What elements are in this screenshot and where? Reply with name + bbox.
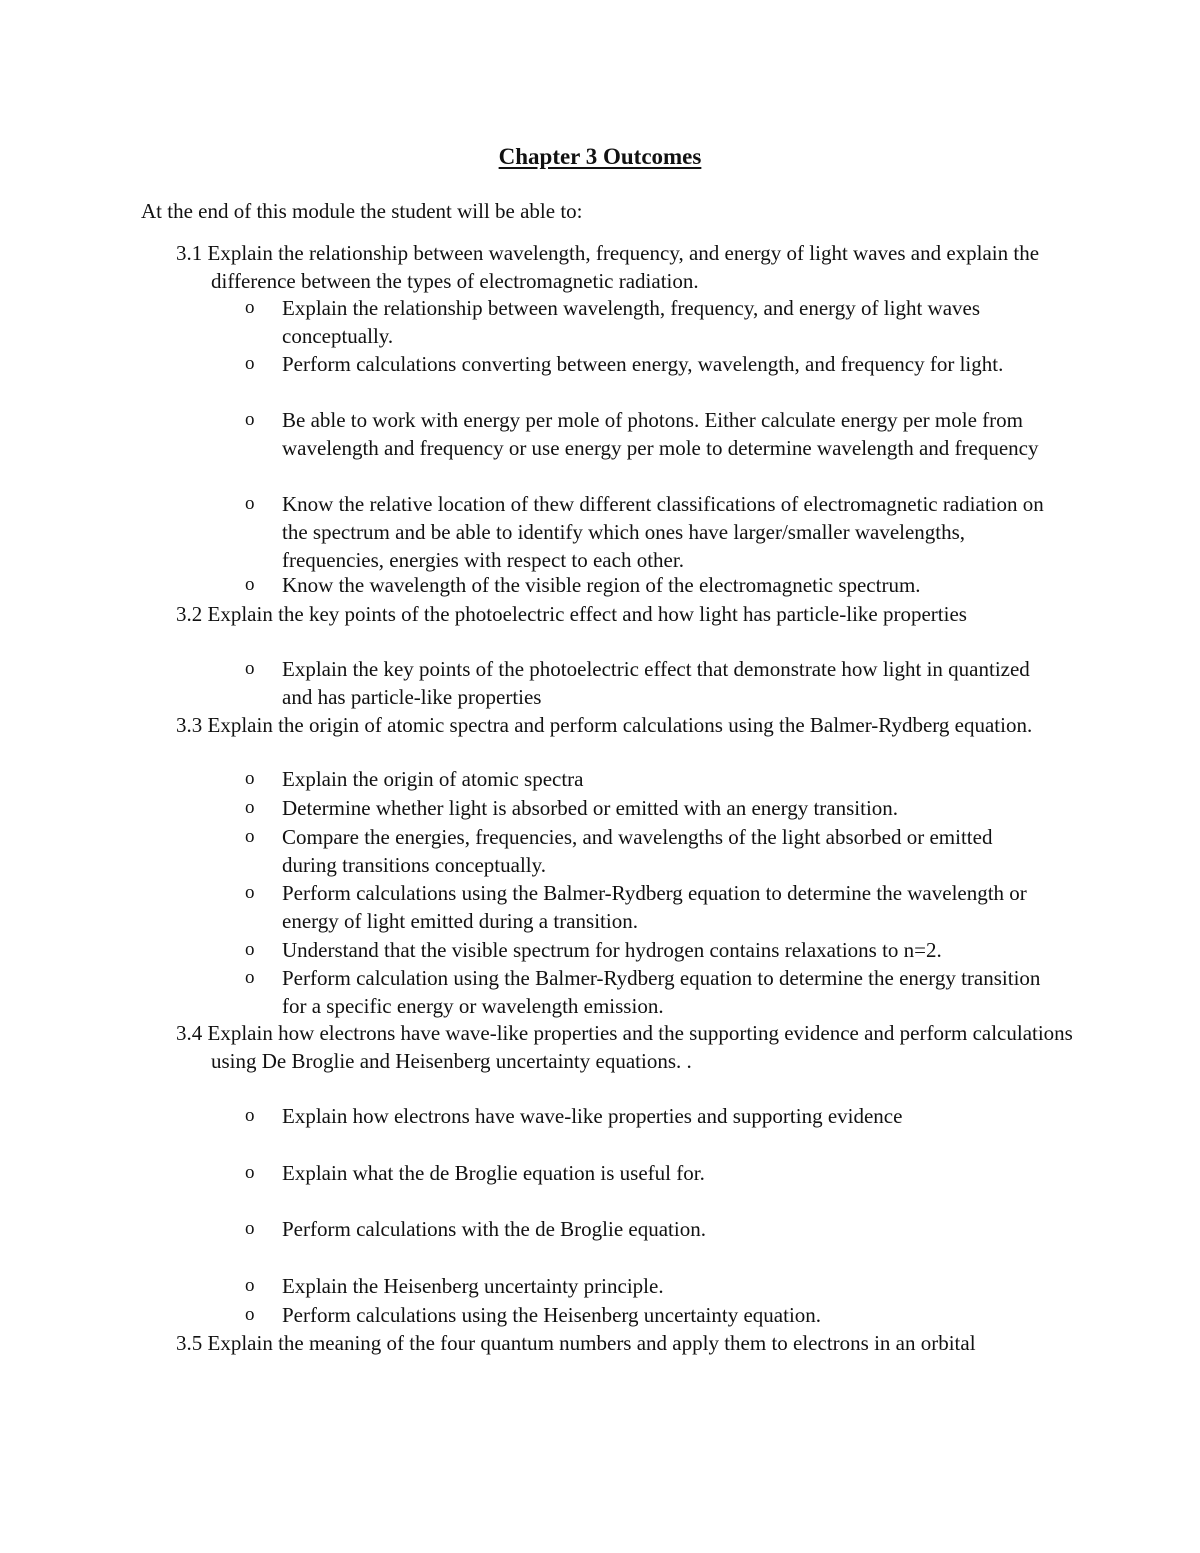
subitem [245,1159,1045,1187]
bullet-icon: o [245,658,255,679]
outcome-3-3: 3.3 Explain the origin of atomic spectra and perform calculations using the Balmer-Rydberg equation. [176,713,1033,737]
subitem [245,1215,1045,1243]
subitem [245,823,1045,879]
bullet-icon: o [245,882,255,903]
bullet-icon: o [245,353,255,374]
bullet-icon: o [245,967,255,988]
outcome-3-5: 3.5 Explain the meaning of the four quantum numbers and apply them to electrons in an orbital [176,1331,976,1355]
subitem-text: Know the wavelength of the visible region of the electromagnetic spectrum. [282,573,921,597]
bullet-icon: o [245,297,255,318]
subitem-text: Explain what the de Broglie equation is useful for. [282,1161,705,1185]
bullet-icon: o [245,797,255,818]
subitem-text: Determine whether light is absorbed or emitted with an energy transition. [282,796,899,820]
subitem [245,765,1045,793]
subitem-text: Know the relative location of thew different classifications of electromagnetic radiation on the spectrum and be able to identify which ones have larger/smaller wavelengths, frequencies, energies with respect to each other. [282,492,1044,572]
bullet-icon: o [245,574,255,595]
subitem [245,879,1045,935]
bullet-icon: o [245,1162,255,1183]
subitem [245,655,1045,711]
subitem-text: Perform calculations using the Heisenberg uncertainty equation. [282,1303,822,1327]
bullet-icon: o [245,1275,255,1296]
subitem [245,794,1045,822]
subitem-text: Perform calculations with the de Broglie equation. [282,1217,706,1241]
subitem [245,490,1045,574]
page-title: Chapter 3 Outcomes [498,144,702,169]
subitem-text: Perform calculations using the Balmer-Rydberg equation to determine the wavelength or energy of light emitted during a transition. [282,881,1027,933]
subitem-text: Explain the relationship between wavelength, frequency, and energy of light waves conceptually. [282,296,981,348]
subitem [245,1272,1045,1300]
bullet-icon: o [245,493,255,514]
subitem-text: Explain the Heisenberg uncertainty principle. [282,1274,664,1298]
subitem-text: Explain how electrons have wave-like properties and supporting evidence [282,1104,903,1128]
subitem-text: Perform calculations converting between energy, wavelength, and frequency for light. [282,352,1004,376]
subitem [245,1102,1045,1130]
subitem [245,1301,1045,1329]
subitem-text: Understand that the visible spectrum for hydrogen contains relaxations to n=2. [282,938,942,962]
bullet-icon: o [245,1304,255,1325]
subitem [245,406,1045,462]
subitem [245,936,1045,964]
bullet-icon: o [245,768,255,789]
bullet-icon: o [245,409,255,430]
bullet-icon: o [245,826,255,847]
outcome-3-2: 3.2 Explain the key points of the photoelectric effect and how light has particle-like properties [176,602,967,626]
bullet-icon: o [245,1105,255,1126]
subitem [245,350,1045,378]
subitem [245,964,1045,1020]
subitem-text: Explain the origin of atomic spectra [282,767,584,791]
outcome-3-4: 3.4 Explain how electrons have wave-like properties and the supporting evidence and perform calculations using De Broglie and Heisenberg uncertainty equations. . [176,1021,1073,1073]
bullet-icon: o [245,939,255,960]
subitem-text: Compare the energies, frequencies, and wavelengths of the light absorbed or emitted during transitions conceptually. [282,825,993,877]
subitem [245,571,1045,599]
outcome-3-1: 3.1 Explain the relationship between wavelength, frequency, and energy of light waves and explain the difference between the types of electromagnetic radiation. [176,241,1040,293]
subitem-text: Explain the key points of the photoelectric effect that demonstrate how light in quantized and has particle-like properties [282,657,1030,709]
subitem-text: Be able to work with energy per mole of photons. Either calculate energy per mole from wavelength and frequency or use energy per mole to determine wavelength and frequency [282,408,1039,460]
subitem-text: Perform calculation using the Balmer-Rydberg equation to determine the energy transition for a specific energy or wavelength emission. [282,966,1041,1018]
bullet-icon: o [245,1218,255,1239]
intro-text: At the end of this module the student will be able to: [141,199,583,223]
subitem [245,294,1045,350]
